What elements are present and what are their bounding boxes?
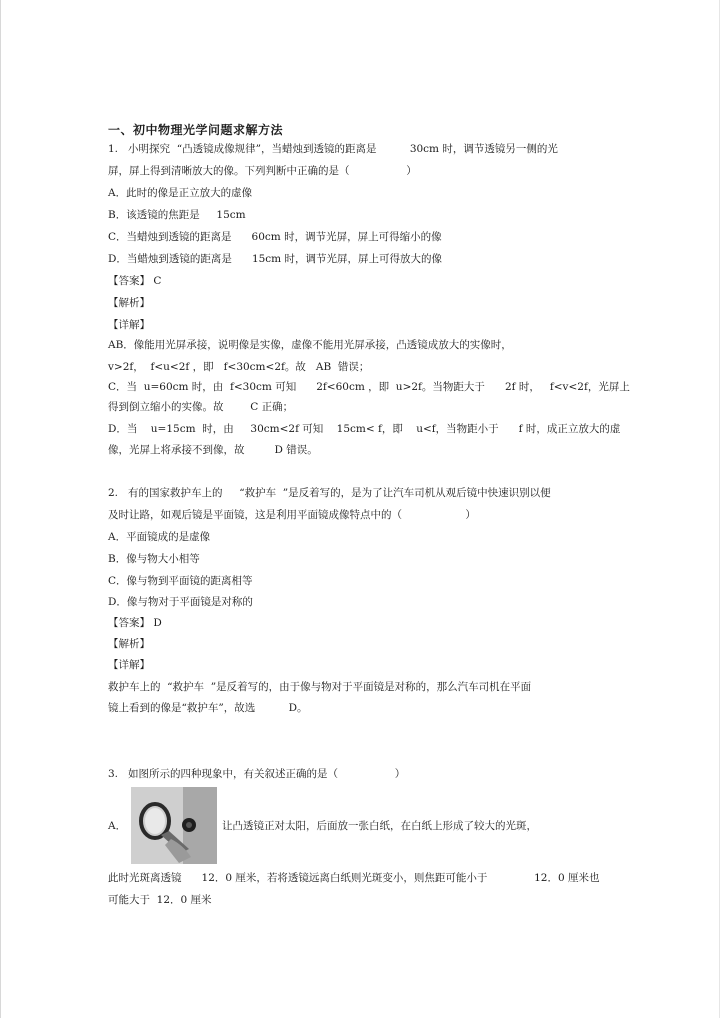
q2-option-b: B．像与物大小相等 [108,553,200,565]
q1-answer: 【答案】 C [108,275,162,287]
q1-option-c: C．当蜡烛到透镜的距离是 60cm 时，调节光屏，屏上可得缩小的像 [108,231,442,243]
q1-explain-line2: v>2f， f<u<2f ，即 f<30cm<2f。故 AB 错误； [108,361,370,373]
q1-explain-line4: 得到倒立缩小的实像。故 C 正确； [108,401,294,413]
q3-option-a-text: 让凸透镜正对太阳，后面放一张白纸，在白纸上形成了较大的光斑， [222,820,537,832]
q1-explain-line5: D．当 u=15cm 时，由 30cm<2f 可知 15cm< f，即 u<f，当物距小于 f 时，成正立放大的虚 [108,423,621,435]
q1-option-d: D．当蜡烛到透镜的距离是 15cm 时，调节光屏，屏上可得放大的像 [108,253,442,265]
q1-option-a: A．此时的像是正立放大的虚像 [108,187,253,199]
magnifying-glass-photo [131,787,217,864]
section-title: 一、初中物理光学问题求解方法 [108,123,284,137]
q1-analysis-label: 【解析】 [108,297,150,309]
q1-stem-line1: 1. 小明探究 “凸透镜成像规律”，当蜡烛到透镜的距离是 30cm 时，调节透镜另一侧的光 [108,143,558,155]
q3-option-a-cont2: 可能大于 12．0 厘米 [108,894,212,906]
q1-stem-line2: 屏，屏上得到清晰放大的像。下列判断中正确的是（ ） [108,165,417,177]
magnifying-glass-icon [131,787,217,864]
q2-answer: 【答案】 D [108,617,162,629]
q1-explain-line1: AB．像能用光屏承接，说明像是实像，虚像不能用光屏承接，凸透镜成放大的实像时， [108,339,512,351]
q2-stem-line1: 2. 有的国家救护车上的 “救护车 ”是反着写的，是为了让汽车司机从观后镜中快速识别以便 [108,487,551,499]
q2-option-a: A．平面镜成的是虚像 [108,531,211,543]
q2-explain-line2: 镜上看到的像是“救护车”，故选 D。 [108,702,308,714]
q2-option-c: C．像与物到平面镜的距离相等 [108,575,253,587]
q3-option-a-cont1: 此时光斑离透镜 12．0 厘米，若将透镜远离白纸则光斑变小，则焦距可能小于 12．0 厘米也 [108,872,600,884]
q1-explain-line6: 像，光屏上将承接不到像，故 D 错误。 [108,444,318,456]
q3-option-a-label: A． [108,820,127,832]
q2-analysis-label: 【解析】 [108,638,150,650]
q2-detail-label: 【详解】 [108,659,150,671]
q1-option-b: B．该透镜的焦距是 15cm [108,209,246,221]
q2-stem-line2: 及时让路，如观后镜是平面镜，这是利用平面镜成像特点中的（ ） [108,509,476,521]
q2-option-d: D．像与物对于平面镜是对称的 [108,596,253,608]
q3-stem: 3. 如图所示的四种现象中，有关叙述正确的是（ ） [108,768,406,780]
page-left-border [0,0,1,1018]
q1-detail-label: 【详解】 [108,319,150,331]
q1-explain-line3: C．当 u=60cm 时，由 f<30cm 可知 2f<60cm ，即 u>2f。当物距大于 2f 时， f<v<2f，光屏上 [108,381,630,393]
q2-explain-line1: 救护车上的 “救护车 ”是反着写的，由于像与物对于平面镜是对称的，那么汽车司机在平面 [108,681,532,693]
